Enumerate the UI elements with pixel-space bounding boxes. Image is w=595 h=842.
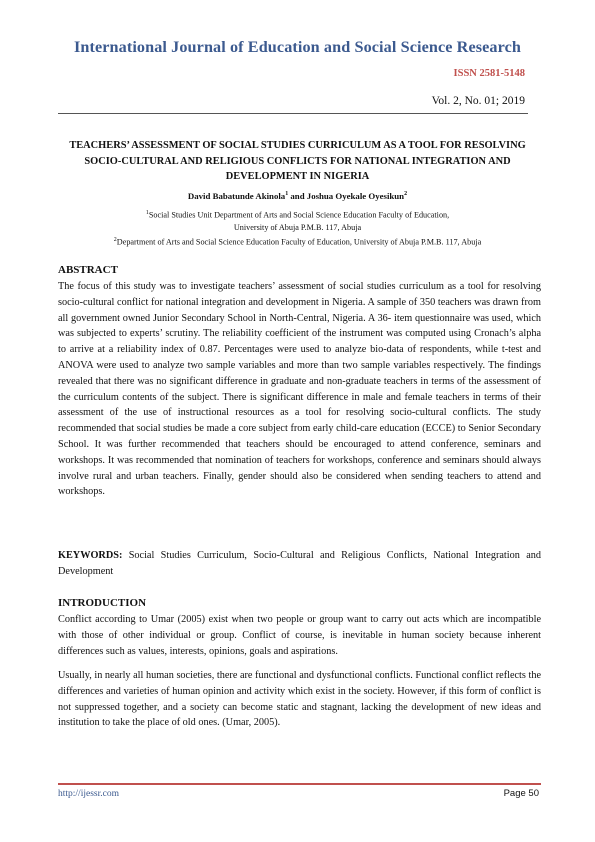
paper-title: TEACHERS’ ASSESSMENT OF SOCIAL STUDIES CURRICULUM AS A TOOL FOR RESOLVING SOCIO-CULTURAL AND RELIGIOUS CONFLICTS FOR NATIONAL INTEGRATION AND DEVELOPMENT IN NIGERIA [69, 140, 526, 182]
author-line [0, 191, 595, 201]
author-joiner: and [288, 191, 307, 201]
issn-label: ISSN 2581-5148 [453, 68, 525, 79]
author-name: David Babatunde Akinola [187, 191, 286, 201]
header-divider [58, 113, 528, 114]
affiliation-1 [0, 207, 595, 235]
abstract-heading: ABSTRACT [58, 264, 118, 276]
author-name: Joshua Oyekale Oyesikun [306, 191, 405, 201]
abstract-text: The focus of this study was to investigate teachers’ assessment of social studies curriculum as a tool for resolving socio-cultural conflict for national integration and development in Nigeria. A sample of 350 teachers was drawn from all government owned Junior Secondary School in North-Central, Nigeria. A 36- item questionnaire was used, which was subjected to experts’ scrutiny. The reliability coefficient of the instrument was computed using Cronach’s alpha to arrive at a reliability index of 0.87. Percentages were used to analyze bio-data of respondents, while t-test and ANOVA were used to analyze two sample variables and more than two sample variables respectively. The findings revealed that there was no significant difference in graduate and non-graduate teachers in terms of the assessment of the curriculum contents of the subject. There is significant difference in male and female teachers in terms of their assessment of the use of instructional resources as a tool for resolving socio-cultural conflicts. The study recommended that social studies be made a core subject from early child-care education (ECCE) to Senior Secondary School. It was further recommended that teachers should be encouraged to attend conference, seminars and workshops. It was recommended that nomination of teachers for workshops, conference and seminars should always involve rural and urban teachers. Finally, gender should also be considered when sending teachers to attend and workshops. [58, 281, 541, 498]
page-number: Page 50 [503, 788, 539, 799]
keywords-text: Social Studies Curriculum, Socio-Cultural and Religious Conflicts, National Integration and Development [58, 550, 541, 577]
affiliation-2 [0, 234, 595, 249]
volume-label: Vol. 2, No. 01; 2019 [431, 95, 525, 107]
introduction-paragraph: Usually, in nearly all human societies, there are functional and dysfunctional conflicts. Functional conflict reflects the differences and varieties of human opinion and activity which exist in the society. However, if this form of conflict is not suppressed together, and a society can become static and stagnant, lacking the development of new ideas and institution to take the place of old ones. (Umar, 2005). [58, 670, 541, 729]
author-affiliation-mark: 2 [404, 191, 408, 198]
affiliation-mark: 1 [145, 210, 149, 216]
introduction-heading: INTRODUCTION [58, 597, 147, 609]
keywords-label: KEYWORDS: [58, 550, 123, 561]
journal-website-link[interactable]: http://ijessr.com [58, 789, 119, 799]
author-affiliation-mark: 1 [285, 191, 289, 198]
affiliation-text: Social Studies Unit Department of Arts and Social Science Education Faculty of Education, [148, 210, 450, 220]
keywords [58, 548, 541, 580]
affiliation-mark: 2 [113, 237, 117, 243]
introduction-paragraph: Conflict according to Umar (2005) exist when two people or group want to carry out acts which are incompatible with those of other individual or group. Conflict of course, is inevitable in human society because inherent differences such as values, interests, opinions, goals and aspirations. [58, 614, 541, 657]
affiliation-text: Department of Arts and Social Science Education Faculty of Education, University of Abuja P.M.B. 117, Abuja [116, 237, 482, 247]
footer-divider [58, 783, 541, 785]
journal-title: International Journal of Education and Social Science Research [73, 38, 522, 56]
affiliation-text: University of Abuja P.M.B. 117, Abuja [233, 223, 362, 233]
